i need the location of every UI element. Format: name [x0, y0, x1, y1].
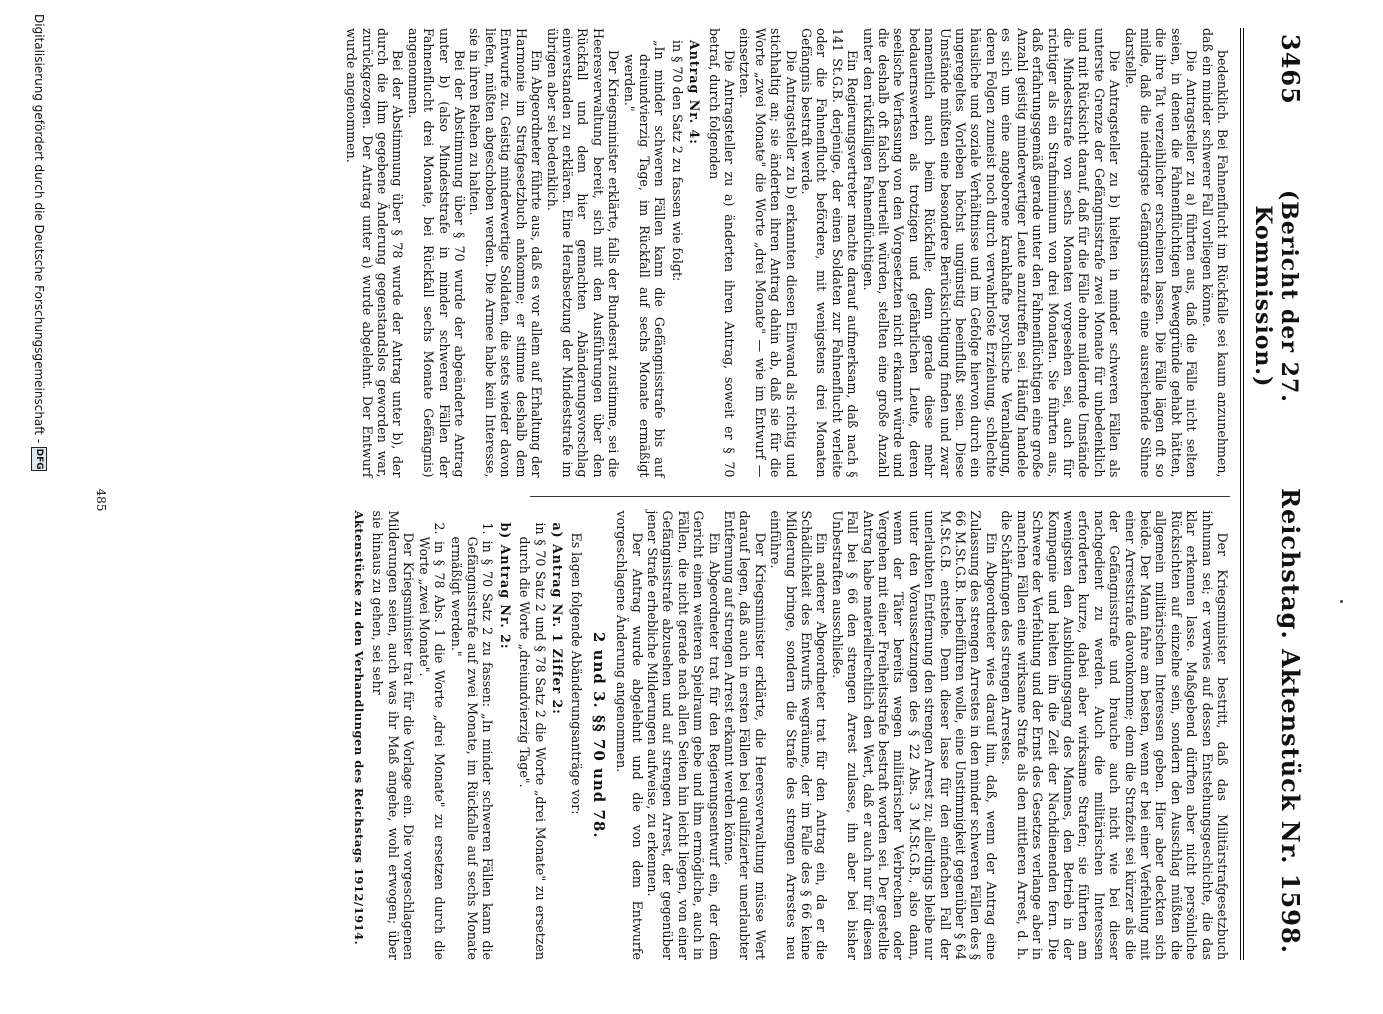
- paragraph: Der Kriegsminister erklärte, die Heeresverwaltung müsse Wert darauf legen, daß auch in ersten Fällen bei qualifizierter unerlaubter Entfernung auf strengen Arrest erkannt werden könne.: [722, 510, 768, 960]
- paragraph: Der Kriegsminister trat für die Vorlage ein. Die vorgeschlagenen Milderungen seien, auch was ihr Maß angehe, wohl erwogen; über sie hinaus zu gehen, sei sehr: [370, 510, 417, 960]
- paragraph: Ein Regierungsvertreter machte darauf aufmerksam, daß nach § 141 St.G.B. derjenige, der einen Soldaten zur Fahnenflucht verleite oder die Fahnenflucht befördere, mit wenigstens drei Monaten Gefängnis bestraft werde.: [799, 28, 861, 478]
- antrag-4-text: „In minder schweren Fällen kann die Gefängnisstrafe bis auf dreiundvierzig Tage, im Rückfall auf sechs Monate ermäßigt werden.": [621, 40, 668, 478]
- antrag-b-item-2: 2. in § 78 Abs. 1 die Worte „drei Monate" zu ersetzen durch die Worte „zwei Monate".: [416, 522, 448, 960]
- paragraph: Der Kriegsminister erklärte, falls der Bundesrat zustimme, sei die Heeresverwaltung bereit, sich mit den Ausführungen über den Rückfall und dem hier gemachten Abänderungsvorschlag einverstanden zu erklären. Eine Herabsetzung der Mindeststrafe im übrigen aber sei bedenklich.: [544, 28, 622, 478]
- antrag-a-label: a) Antrag Nr. 1 Ziffer 2:: [549, 522, 565, 715]
- paragraph: Der Kriegsminister bestritt, daß das Militärstrafgesetzbuch inhuman sei; er verwies auf dessen Entstehungsgeschichte, die das klar erkennen lasse. Maßgebend dürften aber nicht persönliche Rücksichten auf einzelne sein, sondern den Ausschlag müßten die allgemein militärischen Interessen geben. Hier aber deckten sich beide. Der Mann fahre am besten, wenn er bei einer Verfehlung mit einer Arreststrafe davonkomme; denn die Strafzeit sei kürzer als die der Gefängnisstrafe und brauche auch nicht wie bei dieser nachgedient zu werden. Auch die militärischen Interessen erforderten kurze, dabei aber wirksame Strafen; sie führten am wenigsten den Ausbildungsgang des Mannes, den Betrieb in der Kompagnie und hielten ihn die Zeit der Nachdienenden fern. Die Schwere der Verfehlung und der Ernst des Gesetzes verlange aber in manchen Fällen eine wirksame Strafe als den mittleren Arrest, d. h. die Schärfungen des strengen Arrestes.: [999, 510, 1230, 960]
- paragraph: Die Antragsteller zu a) führten aus, daß die Fälle nicht selten seien, in denen die Fahnenflüchtigen Beweggründe gehabt hätten, die ihre Tat verzeihlicher erscheinen lassen. Die Fälle lägen oft so milde, daß die niedrigste Gefängnisstrafe eine ausreichende Sühne darstelle.: [1122, 28, 1200, 478]
- scan-speck: [1340, 600, 1343, 603]
- antrag-b-label: b) Antrag Nr. 2:: [497, 522, 513, 650]
- credit-text: Digitalisierung gefördert durch die Deutsche Forschungsgemeinschaft -: [32, 14, 46, 444]
- paragraph: Die Antragsteller zu b) hielten in minder schweren Fällen als unterste Grenze der Gefängnisstrafe zwei Monate für unbedenklich und mit Rücksicht darauf, daß für die Fälle ohne mildernde Umstände die Mindeststrafe von sechs Monaten vorgesehen sei, auch für richtiger als ein Strafminimum von drei Monaten. Sie führten aus, daß erfahrungsgemäß gerade unter den Fahnenflüchtigen eine große Anzahl geistig minderwertiger Leute anzutreffen sei. Häufig handele es sich um eine angeborene krankhafte psychische Veranlagung, deren Folgen zumeist noch durch verwahrloste Erziehung, schlechte häusliche und soziale Verhältnisse und im Gefolge hiervon durch ein ungeregeltes Vorleben höchst ungünstig beeinflußt seien. Diese Umstände müßten eine besondere Berücksichtigung finden und zwar namentlich auch beim Rückfalle; denn gerade diese mehr bedauernswerten als trotzigen und gefährlichen Leute, deren seelische Verfassung von den Vorgesetzten nicht erkannt würde und die deshalb oft falsch beurteilt würden, stellten eine große Anzahl unter den rückfälligen Fahnenflüchtigen.: [860, 28, 1123, 478]
- paragraph: Ein Abgeordneter trat für den Regierungsentwurf ein, der dem Gericht einen weiteren Spielraum gebe und ihm ermögliche, auch in Fällen, die nicht gerade nach allen Seiten hin leicht liegen, von einer Gefängnisstrafe abzusehen und auf strengen Arrest, der gegenüber jener Strafe erhebliche Milderungen aufweise, zu erkennen.: [644, 510, 722, 960]
- right-column: [352, 496, 1230, 961]
- antrag-4-label: Antrag Nr. 4:: [687, 40, 703, 145]
- section-intro: Es lagen folgende Abänderungsanträge vor:: [569, 532, 585, 815]
- paragraph: Die Antragsteller zu b) erkannten diesen Einwand als richtig und stichhaltig an; sie änderten ihren Antrag dahin ab, daß sie für die Worte „zwei Monate" die Worte „drei Monate" — wie im Entwurf — einsetzten.: [737, 28, 799, 478]
- page-number: 485: [94, 488, 108, 512]
- digitization-credit: [31, 0, 47, 1014]
- footer-note: Aktenstücke zu den Verhandlungen des Reichstags 1912/1914.: [352, 510, 367, 946]
- page-header: [1240, 28, 1305, 960]
- section-heading: 2 und 3. §§ 70 und 78.: [589, 631, 608, 839]
- paragraph: Ein Abgeordneter führte aus, daß es vor allem auf Erhaltung der Harmonie im Strafgesetzbuch ankomme; er stimme deshalb dem Entwurfe zu. Geistig minderwertige Soldaten, die stets wieder davon liefen, müßten abgeschoben werden. Die Armee habe kein Interesse, sie in ihren Reihen zu halten.: [467, 28, 545, 478]
- paragraph: Ein anderer Abgeordneter trat für den Antrag ein, da er die Schädlichkeit des Entwurfs wegräume, der im Falle des § 66 keine Milderung bringe, sondern die Strafe des strengen Arrestes neu einführe.: [768, 510, 830, 960]
- text-columns: [344, 28, 1230, 960]
- header-page-number: 3465: [1276, 34, 1305, 105]
- paragraph: Bei der Abstimmung über § 70 wurde der abgeänderte Antrag unter b) (also Mindeststrafe in minder schweren Fällen der Fahnenflucht drei Monate, bei Rückfall sechs Monate Gefängnis) angenommen.: [405, 28, 468, 478]
- paragraph: Bei der Abstimmung über § 78 wurde der Antrag unter b), der durch die ihm gegebene Änderung gegenstandslos geworden war, zurückgezogen. Der Antrag unter a) wurde abgelehnt. Der Entwurf wurde angenommen.: [344, 28, 406, 478]
- dfg-logo: DFG: [31, 447, 47, 471]
- header-title: Reichstag. Aktenstück Nr. 1598.: [1276, 488, 1305, 954]
- left-column: [344, 28, 1230, 478]
- header-commission: (Bericht der 27. Kommission.): [1250, 189, 1302, 403]
- antrag-4-intro: in § 70 den Satz 2 zu fassen wie folgt:: [669, 40, 685, 282]
- paragraph: Der Antrag wurde abgelehnt und die von dem Entwurfe vorgeschlagene Änderung angenommen.: [614, 510, 645, 960]
- paragraph: bedenklich. Bei Fahnenflucht im Rückfalle sei kaum anzunehmen, daß ein minder schwerer Fall vorliegen könne.: [1199, 28, 1230, 478]
- antrag-b-item-1: 1. in § 70 Satz 2 zu fassen: „In minder schweren Fällen kann die Gefängnisstrafe auf zwei Monate, im Rückfalle auf sechs Monate ermäßigt werden.": [449, 522, 496, 960]
- paragraph: Ein Abgeordneter wies darauf hin, daß, wenn der Antrag eine Zulassung des strengen Arrestes in den minder schweren Fällen des § 66 M.St.G.B. herbeiführen wolle, eine Unstimmigkeit gegenüber § 64 M.St.G.B. entstehe. Denn dieser lasse für den einfachen Fall der unerlaubten Entfernung den strengen Arrest zu; allerdings bleibe nur unter den Voraussetzungen des § 22 Abs. 3 M.St.G.B., also dann, wenn der Täter bereits wegen militärischer Verbrechen oder Vergehen mit einer Freiheitsstrafe bestraft worden sei. Der gestellte Antrag habe materiellrechtlich den Wert, daß er auch nur für diesen Fall bei § 66 den strengen Arrest zulasse, ihn aber bei bisher Unbestraften ausschließe.: [829, 510, 999, 960]
- antrag-a-text: in § 70 Satz 2 und § 78 Satz 2 die Worte „drei Monate" zu ersetzen durch die Worte „dreiundvierzig Tage".: [517, 522, 548, 960]
- paragraph: Die Antragsteller zu a) änderten ihren Antrag, soweit er § 70 betraf, durch folgenden: [706, 28, 737, 478]
